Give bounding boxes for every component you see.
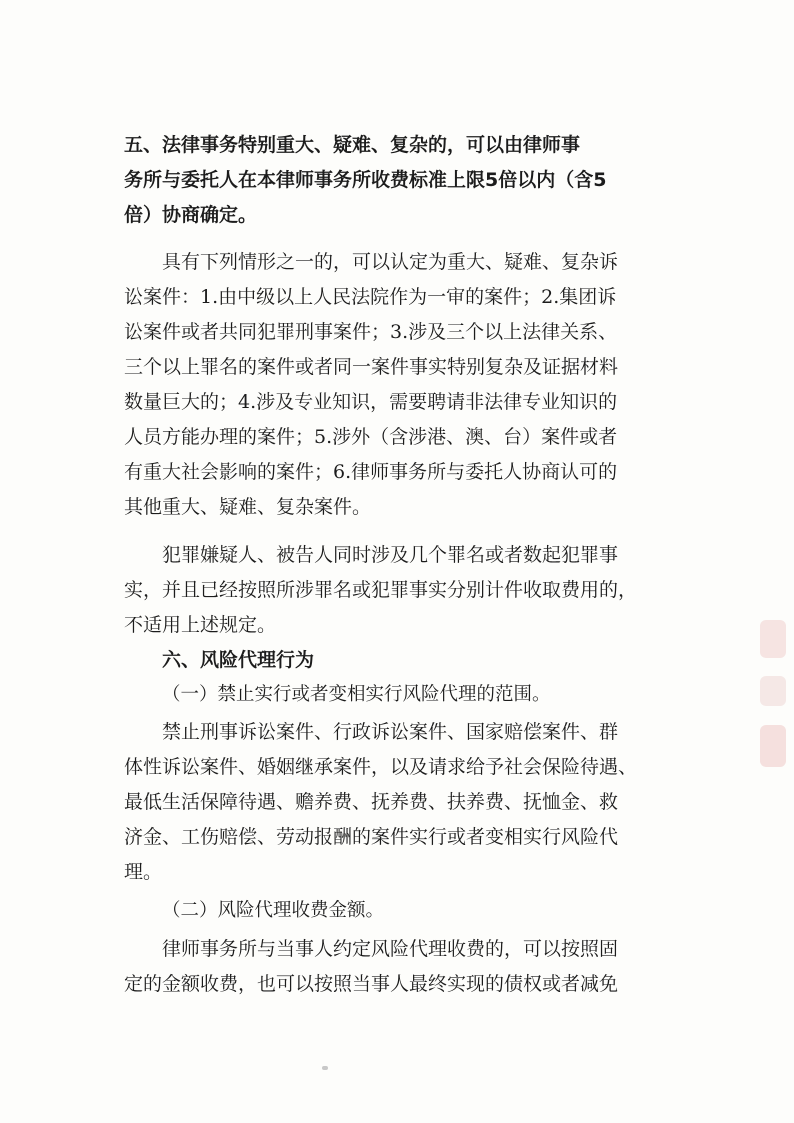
subsection-one-heading: （一）禁止实行或者变相实行风险代理的范围。 xyxy=(162,684,551,705)
subsection-two-heading: （二）风险代理收费金额。 xyxy=(162,900,385,921)
paragraph-line: 济金、工伤赔偿、劳动报酬的案件实行或者变相实行风险代 xyxy=(124,826,619,848)
paragraph-line: 数量巨大的；4.涉及专业知识，需要聘请非法律专业知识的 xyxy=(124,391,618,413)
scan-dust xyxy=(322,1066,328,1070)
section-five-line-2: 务所与委托人在本律师事务所收费标准上限5倍以内（含5 xyxy=(124,169,607,191)
paragraph-line: 三个以上罪名的案件或者同一案件事实特别复杂及证据材料 xyxy=(124,356,619,378)
section-five-line-3: 倍）协商确定。 xyxy=(124,204,258,226)
paragraph-line: 实，并且已经按照所涉罪名或犯罪事实分别计件收取费用的， xyxy=(124,579,638,601)
paragraph-line: 具有下列情形之一的，可以认定为重大、疑难、复杂诉 xyxy=(162,251,619,273)
paragraph-line: 不适用上述规定。 xyxy=(124,614,277,636)
paragraph-line: 犯罪嫌疑人、被告人同时涉及几个罪名或者数起犯罪事 xyxy=(162,544,619,566)
paragraph-line: 定的金额收费，也可以按照当事人最终实现的债权或者减免 xyxy=(124,973,619,995)
paragraph-line: 体性诉讼案件、婚姻继承案件，以及请求给予社会保险待遇、 xyxy=(124,756,638,778)
scan-artifact xyxy=(760,676,786,706)
scan-artifact xyxy=(760,620,786,658)
paragraph-line: 讼案件或者共同犯罪刑事案件；3.涉及三个以上法律关系、 xyxy=(124,321,618,343)
paragraph-line: 其他重大、疑难、复杂案件。 xyxy=(124,496,372,518)
paragraph-line: 最低生活保障待遇、赡养费、抚养费、扶养费、抚恤金、救 xyxy=(124,791,619,813)
paragraph-line: 有重大社会影响的案件；6.律师事务所与委托人协商认可的 xyxy=(124,461,618,483)
paragraph-line: 讼案件：1.由中级以上人民法院作为一审的案件；2.集团诉 xyxy=(124,286,617,308)
paragraph-line: 律师事务所与当事人约定风险代理收费的，可以按照固 xyxy=(162,938,619,960)
section-six-heading: 六、风险代理行为 xyxy=(162,649,315,671)
section-five-line-1: 五、法律事务特别重大、疑难、复杂的，可以由律师事 xyxy=(124,134,581,156)
paragraph-line: 理。 xyxy=(124,861,163,883)
paragraph-line: 人员方能办理的案件；5.涉外（含涉港、澳、台）案件或者 xyxy=(124,426,618,448)
scan-artifact xyxy=(760,725,786,767)
paragraph-line: 禁止刑事诉讼案件、行政诉讼案件、国家赔偿案件、群 xyxy=(162,721,619,743)
